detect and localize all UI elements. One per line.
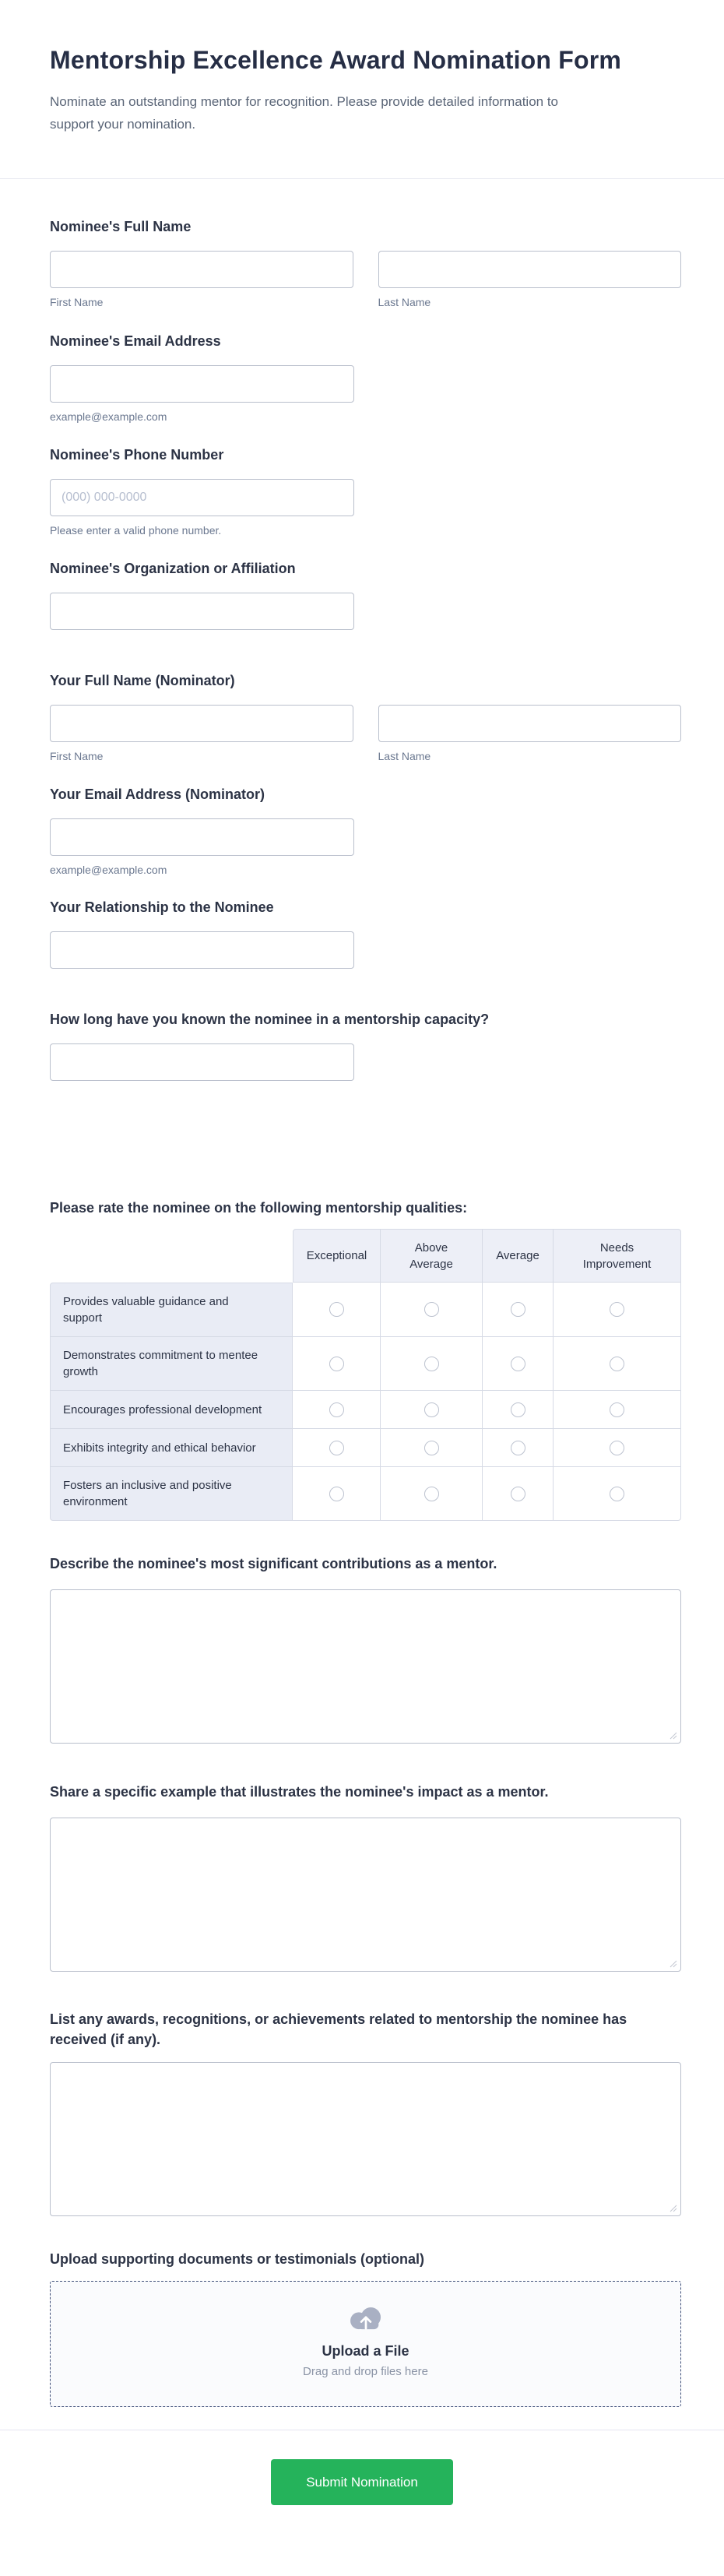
nominee-organization-input[interactable] [50, 593, 354, 630]
relationship-input[interactable] [50, 931, 354, 969]
form-header [0, 0, 724, 135]
field-rating-matrix [50, 1198, 681, 1521]
radio-row1-exceptional[interactable] [329, 1302, 344, 1317]
field-nominee-email [50, 331, 681, 424]
matrix-row-label: Exhibits integrity and ethical behavior [50, 1429, 293, 1467]
field-label: Your Full Name (Nominator) [50, 673, 235, 688]
radio-row1-above-average[interactable] [424, 1302, 439, 1317]
duration-input[interactable] [50, 1043, 354, 1081]
radio-row5-exceptional[interactable] [329, 1487, 344, 1501]
first-name-sublabel: First Name [50, 296, 104, 308]
matrix-row-label: Fosters an inclusive and positive environment [50, 1467, 293, 1521]
radio-row1-average[interactable] [511, 1302, 525, 1317]
nominator-first-name-input[interactable] [50, 705, 353, 742]
field-label: Please rate the nominee on the following mentorship qualities: [50, 1200, 468, 1216]
matrix-row [50, 1283, 681, 1337]
field-label: Share a specific example that illustrates the nominee's impact as a mentor. [50, 1784, 549, 1800]
matrix-column-header: Above Average [381, 1229, 483, 1283]
matrix-row-label: Demonstrates commitment to mentee growth [50, 1337, 293, 1391]
radio-row3-exceptional[interactable] [329, 1402, 344, 1417]
matrix-column-header: Average [483, 1229, 554, 1283]
matrix-row-label: Encourages professional development [50, 1391, 293, 1429]
field-label: Nominee's Organization or Affiliation [50, 561, 296, 576]
contributions-textarea[interactable] [50, 1589, 681, 1744]
field-label: How long have you known the nominee in a mentorship capacity? [50, 1012, 490, 1027]
nominator-email-input[interactable] [50, 818, 354, 856]
matrix-row [50, 1337, 681, 1391]
form-subtitle: Nominate an outstanding mentor for recognition. Please provide detailed information to support your nomination. [50, 94, 558, 132]
email-sublabel: example@example.com [50, 864, 167, 876]
field-label: Nominee's Full Name [50, 219, 192, 234]
awards-textarea[interactable] [50, 2062, 681, 2216]
field-awards [50, 2009, 681, 2216]
radio-row2-exceptional[interactable] [329, 1357, 344, 1371]
email-sublabel: example@example.com [50, 410, 167, 423]
file-upload-dropzone[interactable] [50, 2281, 681, 2407]
field-impact-example [50, 1782, 681, 1972]
nominee-email-input[interactable] [50, 365, 354, 403]
field-duration [50, 1009, 681, 1081]
field-relationship [50, 897, 681, 969]
radio-row4-exceptional[interactable] [329, 1441, 344, 1455]
radio-row5-above-average[interactable] [424, 1487, 439, 1501]
submit-button[interactable]: Submit Nomination [271, 2459, 453, 2505]
field-nominator-email [50, 784, 681, 877]
field-nominee-full-name [50, 216, 681, 309]
bottom-padding [0, 2505, 724, 2545]
field-nominator-full-name [50, 670, 681, 763]
field-label: Nominee's Phone Number [50, 447, 224, 463]
field-label: Your Relationship to the Nominee [50, 899, 274, 915]
radio-row2-needs-improvement[interactable] [610, 1357, 624, 1371]
radio-row4-above-average[interactable] [424, 1441, 439, 1455]
cloud-upload-icon [343, 2301, 388, 2336]
field-contributions [50, 1554, 681, 1744]
field-label: Describe the nominee's most significant contributions as a mentor. [50, 1556, 497, 1571]
field-nominee-organization [50, 558, 681, 630]
radio-row2-average[interactable] [511, 1357, 525, 1371]
nominee-phone-input[interactable] [50, 479, 354, 516]
field-label: Upload supporting documents or testimonials (optional) [50, 2251, 424, 2267]
radio-row3-above-average[interactable] [424, 1402, 439, 1417]
upload-hint-text: Drag and drop files here [303, 2365, 428, 2378]
form-body [0, 179, 724, 2407]
radio-row4-average[interactable] [511, 1441, 525, 1455]
last-name-sublabel: Last Name [378, 296, 431, 308]
radio-row3-needs-improvement[interactable] [610, 1402, 624, 1417]
radio-row1-needs-improvement[interactable] [610, 1302, 624, 1317]
field-upload [50, 2249, 681, 2407]
nominator-last-name-input[interactable] [378, 705, 682, 742]
field-label: List any awards, recognitions, or achievements related to mentorship the nominee has received (if any). [50, 2011, 627, 2047]
field-label: Your Email Address (Nominator) [50, 787, 265, 802]
radio-row2-above-average[interactable] [424, 1357, 439, 1371]
rating-matrix-table [50, 1229, 681, 1521]
matrix-column-header: Exceptional [293, 1229, 381, 1283]
nominee-last-name-input[interactable] [378, 251, 682, 288]
matrix-row [50, 1467, 681, 1521]
page-title: Mentorship Excellence Award Nomination Form [50, 46, 622, 74]
phone-sublabel: Please enter a valid phone number. [50, 524, 222, 537]
radio-row5-needs-improvement[interactable] [610, 1487, 624, 1501]
matrix-column-header: Needs Improvement [554, 1229, 681, 1283]
upload-button-text: Upload a File [322, 2343, 409, 2359]
matrix-row [50, 1391, 681, 1429]
radio-row4-needs-improvement[interactable] [610, 1441, 624, 1455]
impact-example-textarea[interactable] [50, 1818, 681, 1972]
field-nominee-phone [50, 445, 681, 537]
submit-row [0, 2430, 724, 2505]
matrix-corner-cell [50, 1229, 293, 1283]
matrix-row-label: Provides valuable guidance and support [50, 1283, 293, 1337]
matrix-row [50, 1429, 681, 1467]
field-label: Nominee's Email Address [50, 333, 221, 349]
nominee-first-name-input[interactable] [50, 251, 353, 288]
radio-row5-average[interactable] [511, 1487, 525, 1501]
last-name-sublabel: Last Name [378, 750, 431, 762]
radio-row3-average[interactable] [511, 1402, 525, 1417]
first-name-sublabel: First Name [50, 750, 104, 762]
